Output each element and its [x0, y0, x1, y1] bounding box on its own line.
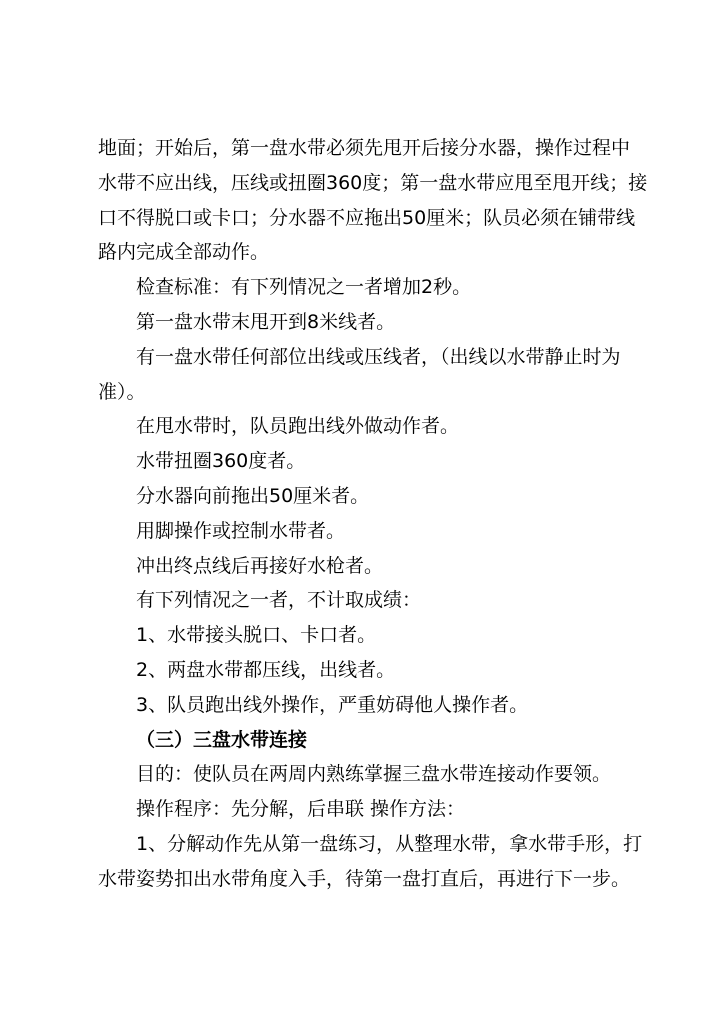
paragraph-line: 操作程序：先分解，后串联 操作方法：: [136, 798, 466, 821]
paragraph-line: 有一盘水带任何部位出线或压线者，（出线以水带静止时为: [136, 345, 621, 368]
document-body: [98, 131, 658, 897]
paragraph-line: 检查标准：有下列情况之一者增加2秒。: [136, 276, 472, 299]
paragraph-line: 准）。: [98, 380, 146, 403]
paragraph-line: 水带不应出线，压线或扭圈360度；第一盘水带应甩至甩开线；接: [98, 171, 648, 194]
paragraph-line: 有下列情况之一者，不计取成绩：: [136, 589, 422, 612]
paragraph-line: 冲出终点线后再接好水枪者。: [136, 554, 384, 577]
paragraph-line: 用脚操作或控制水带者。: [136, 519, 346, 542]
paragraph-line: 分水器向前拖出50厘米者。: [136, 484, 370, 507]
paragraph-line: 水带扭圈360度者。: [136, 450, 306, 473]
list-item: 3、队员跑出线外操作，严重妨碍他人操作者。: [136, 693, 529, 716]
paragraph-line: 在甩水带时，队员跑出线外做动作者。: [136, 415, 460, 438]
paragraph-line: 水带姿势扣出水带角度入手，待第一盘打直后，再进行下一步。: [98, 867, 631, 890]
section-heading: （三）三盘水带连接: [136, 728, 308, 751]
paragraph-line: 1、分解动作先从第一盘练习，从整理水带，拿水带手形，打: [136, 832, 643, 855]
list-item: 2、两盘水带都压线，出线者。: [136, 658, 396, 681]
paragraph-line: 口不得脱口或卡口；分水器不应拖出50厘米；队员必须在铺带线: [98, 206, 636, 229]
paragraph-line: 第一盘水带末甩开到8米线者。: [136, 310, 396, 333]
list-item: 1、水带接头脱口、卡口者。: [136, 624, 377, 647]
paragraph-line: 路内完成全部动作。: [98, 241, 270, 264]
paragraph-line: 地面；开始后，第一盘水带必须先甩开后接分水器，操作过程中: [98, 137, 631, 159]
paragraph-line: 目的：使队员在两周内熟练掌握三盘水带连接动作要领。: [136, 763, 612, 786]
